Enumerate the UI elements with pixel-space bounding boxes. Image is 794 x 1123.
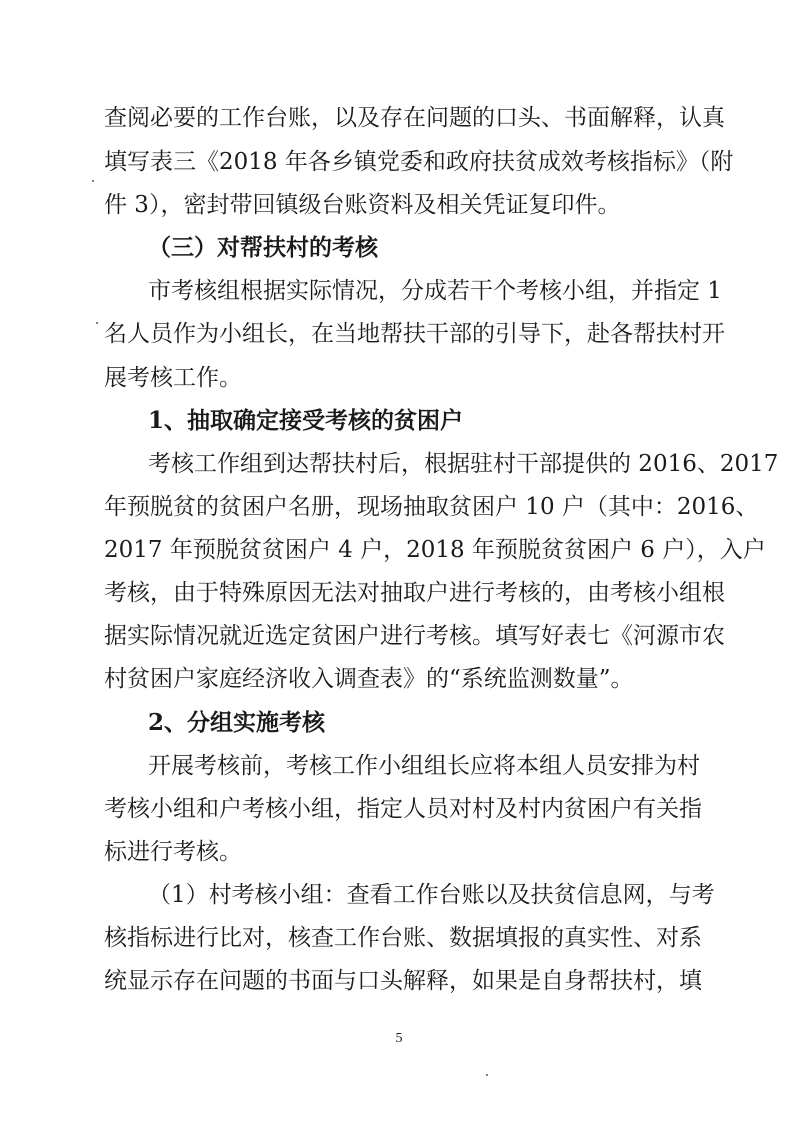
paragraph-line: 开展考核前，考核工作小组组长应将本组人员安排为村 (148, 753, 700, 779)
paragraph-line: 考核工作组到达帮扶村后，根据驻村干部提供的 2016、2017 (148, 451, 779, 477)
paragraph-line: 名人员作为小组长，在当地帮扶干部的引导下，赴各帮扶村开 (104, 321, 725, 347)
paragraph-line: （1）村考核小组：查看工作台账以及扶贫信息网，与考 (148, 882, 715, 908)
paragraph-line: 村贫困户家庭经济收入调查表》的“系统监测数量”。 (104, 666, 634, 692)
paragraph-line: 填写表三《2018 年各乡镇党委和政府扶贫成效考核指标》（附 (104, 149, 734, 175)
paragraph-line: 查阅必要的工作台账，以及存在问题的口头、书面解释，认真 (104, 105, 725, 131)
paragraph-line: 2017 年预脱贫贫困户 4 户，2018 年预脱贫贫困户 6 户），入户 (104, 537, 766, 563)
scan-speck (92, 180, 94, 182)
scan-speck (486, 1074, 488, 1076)
paragraph-line: 据实际情况就近选定贫困户进行考核。填写好表七《河源市农 (104, 623, 725, 649)
paragraph-line: 统显示存在问题的书面与口头解释，如果是自身帮扶村，填 (104, 968, 702, 994)
paragraph-line: 核指标进行比对，核查工作台账、数据填报的真实性、对系 (104, 925, 702, 951)
subsection-heading: 1、抽取确定接受考核的贫困户 (148, 407, 464, 434)
paragraph-line: 展考核工作。 (104, 365, 242, 391)
paragraph-line: 市考核组根据实际情况，分成若干个考核小组，并指定 1 (148, 278, 722, 304)
paragraph-line: 考核小组和户考核小组，指定人员对村及村内贫困户有关指 (104, 796, 702, 822)
section-heading: （三）对帮扶村的考核 (148, 234, 378, 261)
scan-speck (96, 322, 98, 324)
page-number: 5 (395, 1031, 403, 1046)
paragraph-line: 考核，由于特殊原因无法对抽取户进行考核的，由考核小组根 (104, 580, 725, 606)
paragraph-line: 件 3），密封带回镇级台账资料及相关凭证复印件。 (104, 192, 621, 218)
subsection-heading: 2、分组实施考核 (148, 709, 326, 736)
paragraph-line: 年预脱贫的贫困户名册，现场抽取贫困户 10 户（其中：2016、 (104, 494, 759, 520)
paragraph-line: 标进行考核。 (104, 839, 242, 865)
